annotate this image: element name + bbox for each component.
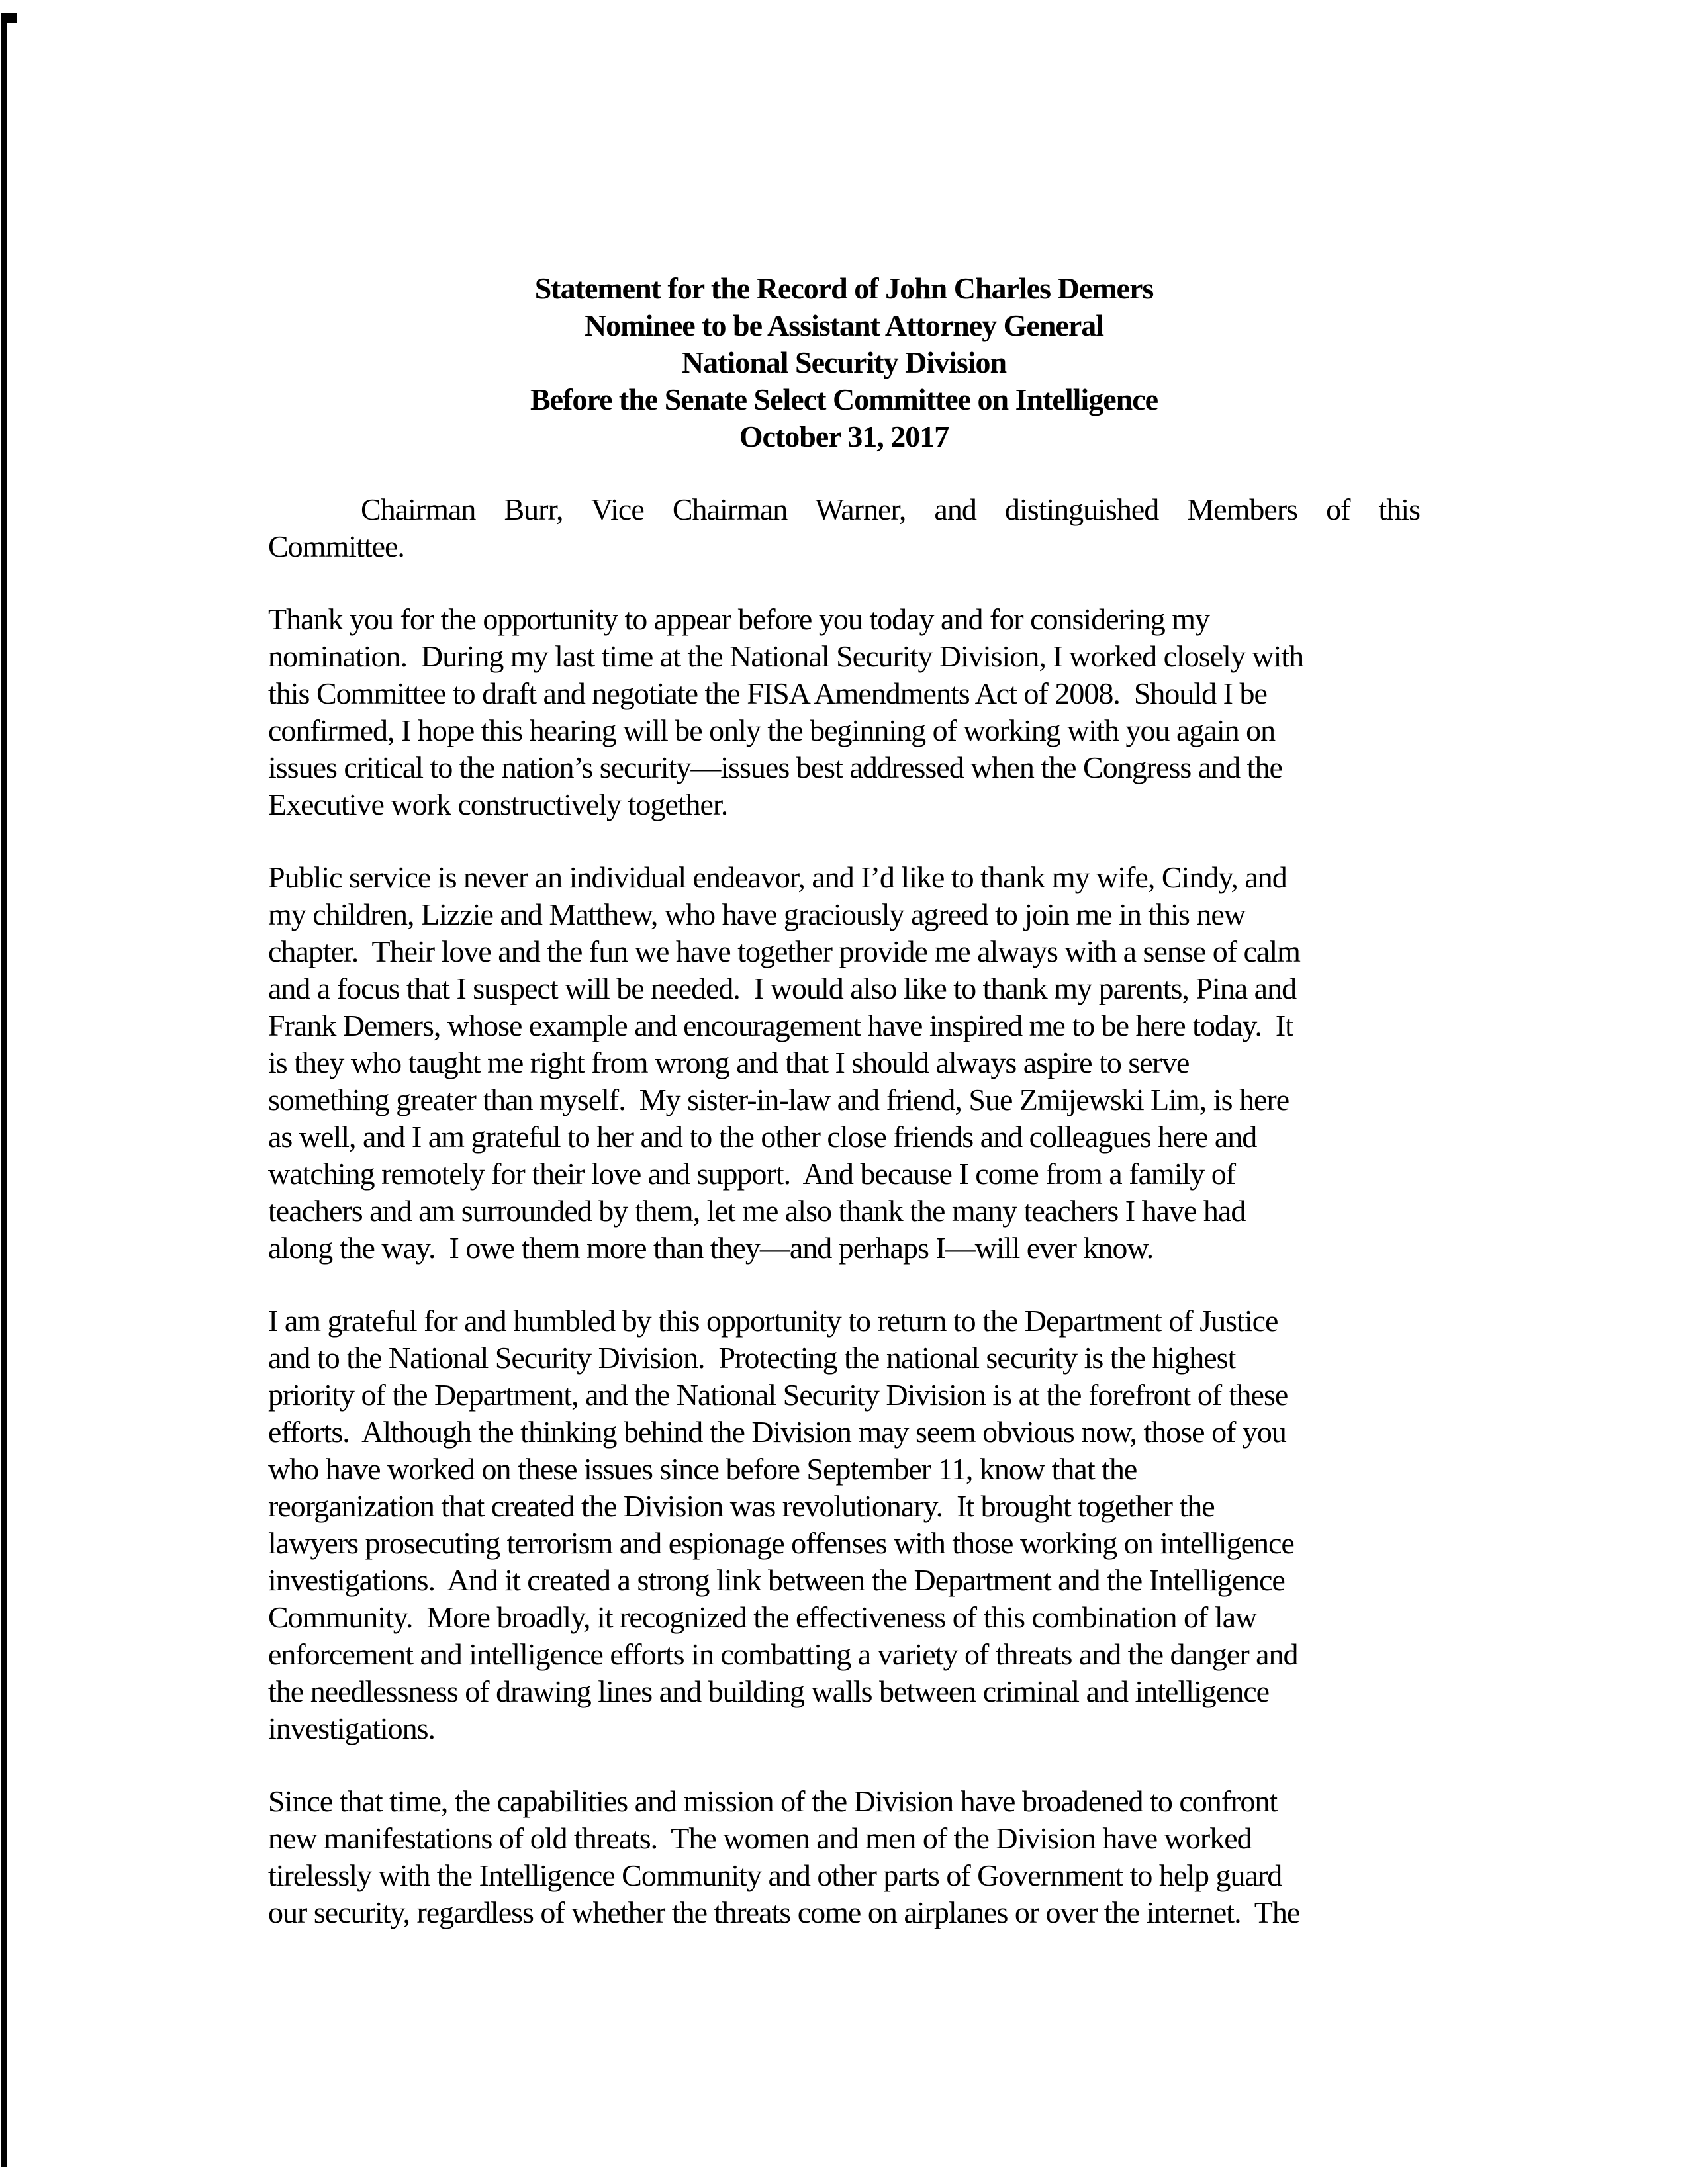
paragraph-salutation (268, 491, 1420, 565)
body-line: priority of the Department, and the National Security Division is at the forefront of these (268, 1378, 1288, 1412)
body-line: my children, Lizzie and Matthew, who have graciously agreed to join me in this new (268, 897, 1246, 931)
body-line: issues critical to the nation’s security—issues best addressed when the Congress and the (268, 751, 1282, 784)
body-line: Community. More broadly, it recognized the effectiveness of this combination of law (268, 1600, 1257, 1634)
title-line: Before the Senate Select Committee on Intelligence (530, 383, 1158, 416)
paragraph-thanks-committee (268, 601, 1420, 823)
body-line: Executive work constructively together. (268, 788, 728, 821)
body-line: investigations. And it created a strong link between the Department and the Intelligence (268, 1563, 1285, 1597)
scan-artifact-line (1, 13, 7, 2167)
body-line: this Committee to draft and negotiate the FISA Amendments Act of 2008. Should I be (268, 676, 1267, 710)
body-line: enforcement and intelligence efforts in combatting a variety of threats and the danger and (268, 1637, 1298, 1671)
body-line: Public service is never an individual endeavor, and I’d like to thank my wife, Cindy, and (268, 860, 1287, 894)
body-line: watching remotely for their love and support. And because I come from a family of (268, 1157, 1236, 1191)
scan-artifact-notch (5, 13, 17, 23)
body-line: reorganization that created the Division was revolutionary. It brought together the (268, 1489, 1215, 1523)
paragraph-division-mission (268, 1783, 1420, 1931)
body-line: lawyers prosecuting terrorism and espionage offenses with those working on intelligence (268, 1526, 1294, 1560)
body-line: teachers and am surrounded by them, let me also thank the many teachers I have had (268, 1194, 1246, 1228)
body-line: new manifestations of old threats. The women and men of the Division have worked (268, 1821, 1252, 1855)
body-line: nomination. During my last time at the National Security Division, I worked closely with (268, 639, 1304, 673)
paragraph-division-history (268, 1302, 1420, 1747)
body-line: tirelessly with the Intelligence Community and other parts of Government to help guard (268, 1858, 1282, 1892)
title-line: National Security Division (681, 345, 1007, 379)
title-line: Statement for the Record of John Charles Demers (534, 271, 1154, 305)
body-line: our security, regardless of whether the threats come on airplanes or over the internet. The (268, 1895, 1300, 1929)
body-line: something greater than myself. My sister-in-law and friend, Sue Zmijewski Lim, is here (268, 1083, 1289, 1116)
body-line: as well, and I am grateful to her and to the other close friends and colleagues here and (268, 1120, 1257, 1154)
body-line: Chairman Burr, Vice Chairman Warner, and distinguished Members of this (361, 492, 1420, 526)
body-line: Thank you for the opportunity to appear before you today and for considering my (268, 602, 1209, 636)
body-line: who have worked on these issues since before September 11, know that the (268, 1452, 1137, 1486)
document-content (268, 270, 1420, 1931)
body-line: and to the National Security Division. Protecting the national security is the highest (268, 1341, 1236, 1375)
paragraph-family-thanks (268, 859, 1420, 1267)
body-line: Frank Demers, whose example and encouragement have inspired me to be here today. It (268, 1009, 1293, 1042)
body-line: and a focus that I suspect will be needed. I would also like to thank my parents, Pina and (268, 972, 1297, 1005)
document-title (268, 270, 1420, 455)
body-line: is they who taught me right from wrong and that I should always aspire to serve (268, 1046, 1190, 1079)
body-line: efforts. Although the thinking behind the Division may seem obvious now, those of you (268, 1415, 1286, 1449)
body-line: chapter. Their love and the fun we have together provide me always with a sense of calm (268, 934, 1300, 968)
body-line: the needlessness of drawing lines and building walls between criminal and intelligence (268, 1674, 1270, 1708)
body-line: along the way. I owe them more than they—and perhaps I—will ever know. (268, 1231, 1154, 1265)
body-line: confirmed, I hope this hearing will be only the beginning of working with you again on (268, 713, 1276, 747)
body-line: I am grateful for and humbled by this opportunity to return to the Department of Justice (268, 1304, 1278, 1338)
body-line: Committee. (268, 529, 404, 563)
body-line: investigations. (268, 1711, 436, 1745)
body-line: Since that time, the capabilities and mission of the Division have broadened to confront (268, 1784, 1278, 1818)
title-line: October 31, 2017 (739, 420, 949, 453)
title-line: Nominee to be Assistant Attorney General (584, 308, 1104, 342)
